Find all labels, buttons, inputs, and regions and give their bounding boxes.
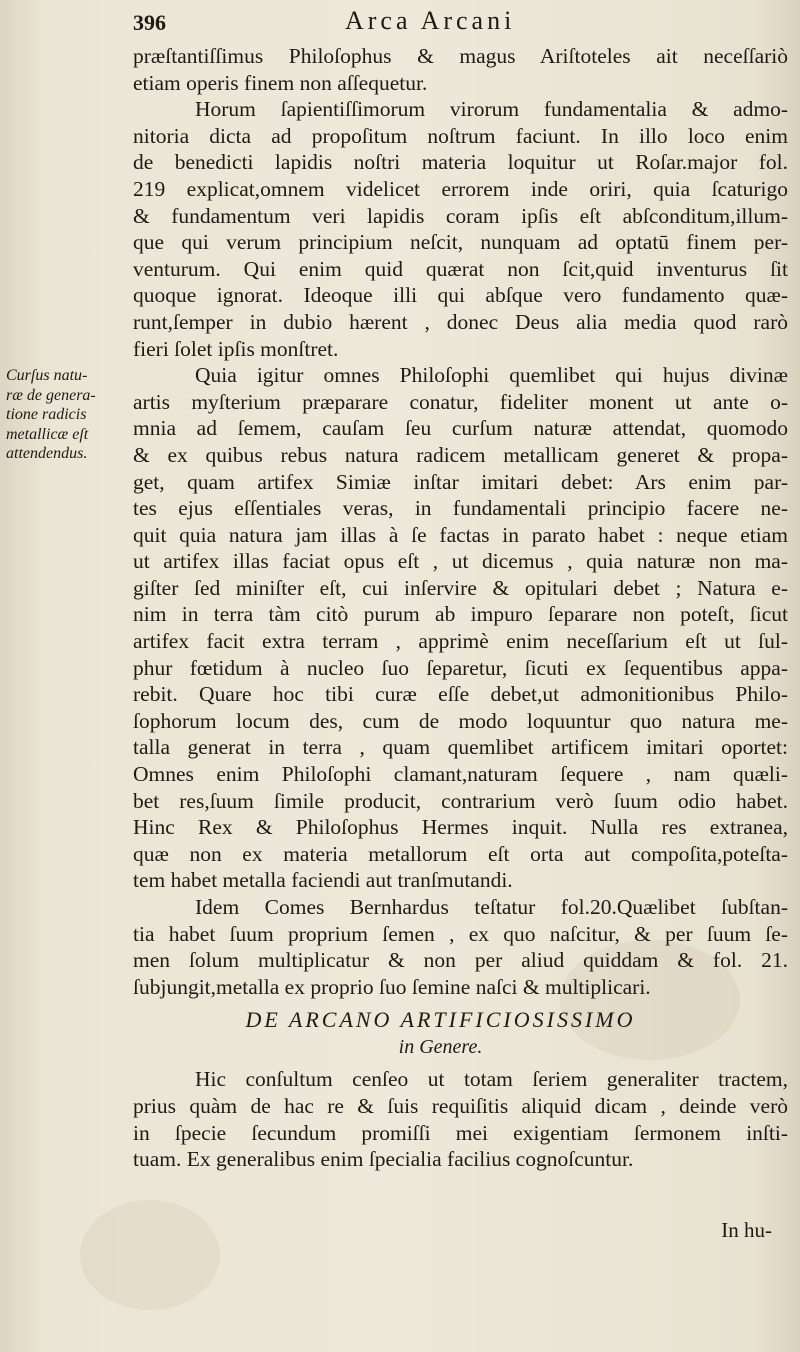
- text-line: 219 explicat,omnem videlicet errorem inde oriri, quia ſcaturigo: [133, 176, 788, 201]
- text-line: men ſolum multiplicatur & non per aliud quiddam & fol. 21.: [133, 948, 788, 973]
- text-line: giſter ſed miniſter eſt, cui inſervire & opitulari debet ; Natura e-: [133, 575, 788, 600]
- text-line: talla generat in terra , quam quemlibet artificem imitari oportet:: [133, 735, 788, 760]
- text-line: tes ejus eſſentiales veras, in fundamentali principio facere ne-: [133, 496, 788, 521]
- marginal-note-line: ræ de genera-: [6, 386, 96, 404]
- text-line: runt,ſemper in dubio hærent , donec Deus alia media quod rarò: [133, 309, 788, 334]
- section-subheading: in Genere.: [398, 1036, 483, 1059]
- marginal-note-line: metallicæ eſt: [6, 425, 89, 443]
- text-line: quæ non ex materia metallorum eſt orta aut compoſita,poteſta-: [133, 841, 788, 866]
- text-line: prius quàm de hac re & ſuis requiſitis aliquid dicam , deinde verò: [133, 1093, 788, 1118]
- text-line: Omnes enim Philoſophi clamant,naturam ſequere , nam quæli-: [133, 762, 788, 787]
- page-number: 396: [133, 10, 166, 35]
- section-heading: DE ARCANO ARTIFICIOSISSIMO: [245, 1007, 636, 1033]
- text-line: rebit. Quare hoc tibi curæ eſſe debet,ut admonitionibus Philo-: [133, 682, 788, 707]
- text-line: que qui verum principium neſcit, nunquam ad optatū finem per-: [133, 230, 788, 255]
- text-line: nim in terra tàm citò purum ab impuro ſeparare non poteſt, ſicut: [133, 602, 788, 627]
- text-line: bet res,ſuum ſimile producit, contrarium verò ſuum odio habet.: [133, 788, 788, 813]
- text-line: tem habet metalla faciendi aut tranſmutandi.: [133, 868, 513, 893]
- text-line: mnia ad ſemem, cauſam ſeu curſum naturæ attendat, quomodo: [133, 416, 788, 441]
- text-line: ſubjungit,metalla ex proprio ſuo ſemine naſci & multiplicari.: [133, 974, 651, 999]
- text-line: quoque ignorat. Ideoque illi qui abſque vero fundamento quæ-: [133, 283, 788, 308]
- page-header: [133, 6, 773, 42]
- text-line: artifex facit extra terram , apprimè enim neceſſarium eſt ut ſul-: [133, 629, 788, 654]
- text-line: ſophorum locum des, cum de modo loquuntur quo natura me-: [133, 708, 788, 733]
- marginal-note-line: tione radicis: [6, 406, 87, 423]
- text-line: Horum ſapientiſſimorum virorum fundamentalia & admo-: [195, 97, 788, 122]
- text-line: fieri ſolet ipſis monſtret.: [133, 336, 339, 361]
- text-line: ut artifex illas faciat opus eſt , ut dicemus , quia naturæ non ma-: [133, 549, 788, 574]
- marginal-note-line: attendendus.: [6, 445, 88, 462]
- text-line: præſtantiſſimus Philoſophus & magus Ariſtoteles ait neceſſariò: [133, 44, 788, 68]
- catchword: In hu-: [721, 1218, 772, 1242]
- text-line: tuam. Ex generalibus enim ſpecialia facilius cognoſcuntur.: [133, 1147, 634, 1172]
- text-line: & ex quibus rebus natura radicem metallicam generet & propa-: [133, 442, 788, 467]
- marginal-note-line: Curſus natu-: [6, 367, 88, 384]
- text-line: Hinc Rex & Philoſophus Hermes inquit. Nulla res extranea,: [133, 815, 788, 840]
- text-line: Hic conſultum cenſeo ut totam ſeriem generaliter tractem,: [195, 1067, 788, 1092]
- text-line: tia habet ſuum proprium ſemen , ex quo naſcitur, & per ſuum ſe-: [133, 921, 788, 946]
- text-line: artis myſterium præparare conatur, fideliter monent ut ante o-: [133, 389, 788, 414]
- text-line: nitoria dicta ad propoſitum noſtrum faciunt. In illo loco enim: [133, 123, 788, 148]
- text-line: de benedicti lapidis noſtri materia loquitur ut Roſar.major fol.: [133, 150, 788, 175]
- text-line: phur fœtidum à nucleo ſuo ſeparetur, ſicuti ex ſequentibus appa-: [133, 655, 788, 680]
- running-title: Arca Arcani: [345, 6, 516, 35]
- body-text: [133, 43, 788, 1173]
- text-line: venturum. Qui enim quid quærat non ſcit,quid inventurus ſit: [133, 256, 788, 281]
- text-line: in ſpecie ſecundum promiſſi mei exigentiam ſermonem inſti-: [133, 1120, 788, 1145]
- paper-stain: [80, 1200, 220, 1310]
- text-line: Quia igitur omnes Philoſophi quemlibet qui hujus divinæ: [195, 363, 788, 388]
- text-line: get, quam artifex Simiæ inſtar imitari debet: Ars enim par-: [133, 469, 788, 494]
- text-line: & fundamentum veri lapidis coram ipſis eſt abſconditum,illum-: [133, 203, 788, 228]
- text-line: etiam operis finem non aſſequetur.: [133, 70, 428, 95]
- text-line: quit quia natura jam illas à ſe factas in parato habet : neque etiam: [133, 522, 788, 547]
- text-line: Idem Comes Bernhardus teſtatur fol.20.Quælibet ſubſtan-: [195, 895, 788, 919]
- marginal-note: [6, 366, 130, 464]
